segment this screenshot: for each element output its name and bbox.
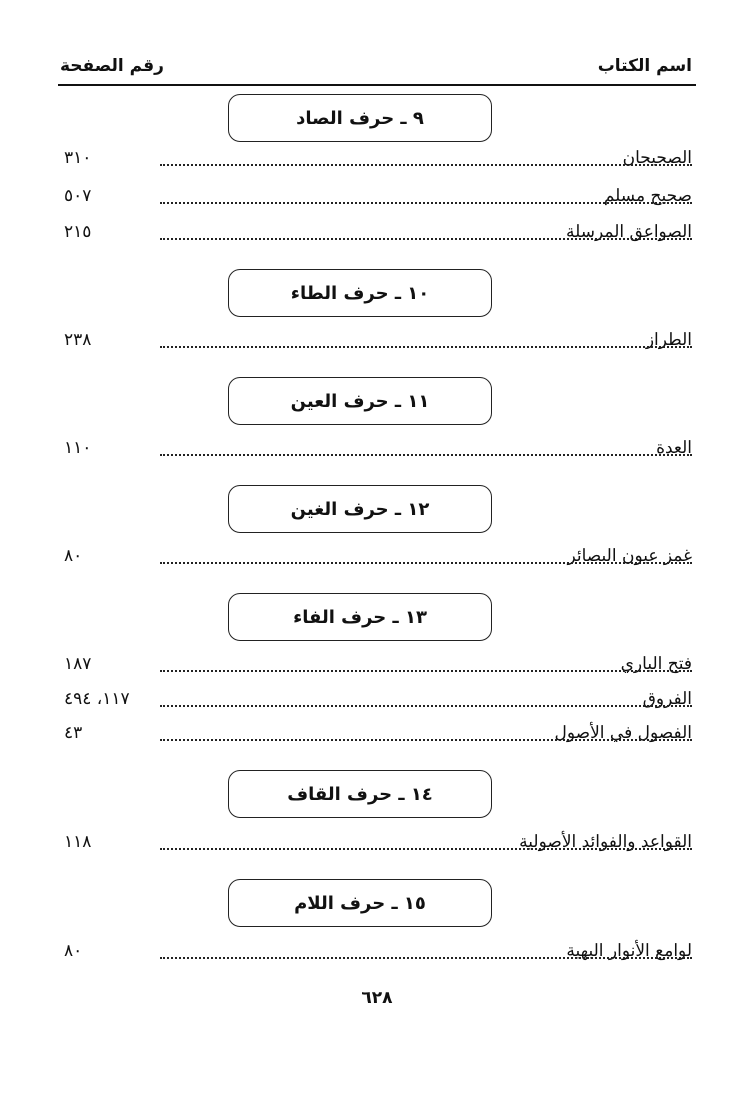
index-entry: [64, 186, 692, 216]
entry-page-number: ٤٣: [64, 723, 83, 743]
leader-dots: [160, 238, 692, 240]
index-entry: [64, 941, 692, 971]
index-entry: [64, 222, 692, 252]
index-header: [58, 52, 696, 86]
section-heading-ghayn: ١٢ ـ حرف الغين: [228, 485, 492, 533]
page-footer-number: ٦٢٨: [361, 988, 393, 1008]
section-heading-faa: ١٣ ـ حرف الفاء: [228, 593, 492, 641]
entry-page-number: ٣١٠: [64, 148, 92, 168]
index-entry: [64, 654, 692, 684]
index-entry: [64, 438, 692, 468]
entry-title: العدة: [652, 438, 692, 458]
entry-title: الفصول في الأصول: [551, 723, 692, 743]
leader-dots: [160, 848, 692, 850]
index-entry: [64, 546, 692, 576]
entry-title: الفروق: [639, 689, 692, 709]
entry-title: فتح الباري: [617, 654, 692, 674]
entry-page-number: ١٨٧: [64, 654, 92, 674]
entry-title: القواعد والفوائد الأصولية: [515, 832, 692, 852]
entry-page-number: ٥٠٧: [64, 186, 92, 206]
index-entry: [64, 832, 692, 862]
book-name-column-label: اسم الكتاب: [597, 56, 692, 76]
entry-title: الصحيحان: [619, 148, 692, 168]
entry-title: لوامع الأنوار البهية: [562, 941, 692, 961]
section-heading-taa: ١٠ ـ حرف الطاء: [228, 269, 492, 317]
leader-dots: [160, 164, 692, 166]
leader-dots: [160, 705, 692, 707]
index-entry: [64, 330, 692, 360]
section-heading-sad: ٩ ـ حرف الصاد: [228, 94, 492, 142]
leader-dots: [160, 202, 692, 204]
entry-title: غمز عيون البصائر: [563, 546, 692, 566]
entry-page-number: ٨٠: [64, 546, 83, 566]
entry-title: الصواعق المرسلة: [562, 222, 692, 242]
entry-page-number: ١١٧، ٤٩٤: [64, 689, 130, 709]
entry-title: صحيح مسلم: [600, 186, 692, 206]
page-number-column-label: رقم الصفحة: [60, 56, 164, 76]
index-entry: [64, 689, 692, 719]
leader-dots: [160, 562, 692, 564]
leader-dots: [160, 957, 692, 959]
index-entry: [64, 723, 692, 753]
section-heading-lam: ١٥ ـ حرف اللام: [228, 879, 492, 927]
leader-dots: [160, 739, 692, 741]
leader-dots: [160, 346, 692, 348]
section-heading-ayn: ١١ ـ حرف العين: [228, 377, 492, 425]
entry-page-number: ٢٣٨: [64, 330, 92, 350]
section-heading-qaf: ١٤ ـ حرف القاف: [228, 770, 492, 818]
entry-page-number: ١١٨: [64, 832, 92, 852]
leader-dots: [160, 670, 692, 672]
entry-title: الطراز: [642, 330, 692, 350]
index-entry: [64, 148, 692, 178]
entry-page-number: ١١٠: [64, 438, 92, 458]
leader-dots: [160, 454, 692, 456]
entry-page-number: ٢١٥: [64, 222, 92, 242]
entry-page-number: ٨٠: [64, 941, 83, 961]
